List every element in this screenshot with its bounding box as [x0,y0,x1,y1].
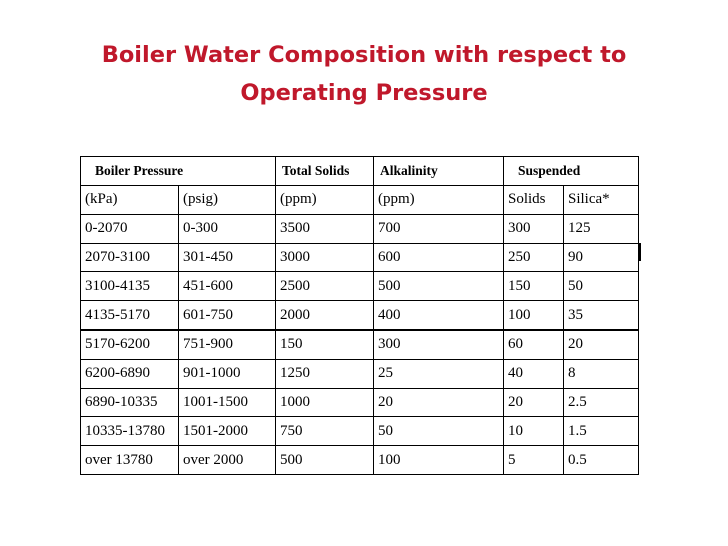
cell-kpa: 0-2070 [81,214,179,243]
cell-psig: 0-300 [179,214,276,243]
cell-total-solids: 750 [276,417,374,446]
cell-silica: 8 [564,359,639,388]
cell-solids: 300 [504,214,564,243]
cell-psig: 1501-2000 [179,417,276,446]
group-header-row [81,157,639,186]
header-boiler-pressure: Boiler Pressure [81,157,276,186]
cell-psig: over 2000 [179,446,276,475]
cell-alkalinity: 20 [374,388,504,417]
cell-total-solids: 150 [276,330,374,359]
unit-alkalinity: (ppm) [374,186,504,215]
cell-total-solids: 2000 [276,301,374,330]
cell-silica: 35 [564,301,639,330]
cell-silica: 2.5 [564,388,639,417]
cell-kpa: 6890-10335 [81,388,179,417]
cell-alkalinity: 600 [374,243,504,272]
cell-total-solids: 2500 [276,272,374,301]
table-row [81,243,639,272]
vertical-mark [639,243,641,261]
unit-total-solids: (ppm) [276,186,374,215]
cell-solids: 40 [504,359,564,388]
cell-total-solids: 1000 [276,388,374,417]
cell-solids: 20 [504,388,564,417]
page-title [40,36,688,112]
cell-silica: 0.5 [564,446,639,475]
cell-alkalinity: 25 [374,359,504,388]
unit-header-row [81,186,639,215]
cell-solids: 60 [504,330,564,359]
cell-alkalinity: 700 [374,214,504,243]
cell-psig: 451-600 [179,272,276,301]
cell-psig: 301-450 [179,243,276,272]
table-row [81,330,639,359]
table-row [81,417,639,446]
cell-psig: 1001-1500 [179,388,276,417]
boiler-water-table [80,156,639,475]
table-row [81,301,639,330]
cell-solids: 100 [504,301,564,330]
cell-total-solids: 500 [276,446,374,475]
unit-solids: Solids [504,186,564,215]
unit-silica: Silica* [564,186,639,215]
cell-kpa: 5170-6200 [81,330,179,359]
cell-alkalinity: 300 [374,330,504,359]
cell-psig: 751-900 [179,330,276,359]
cell-kpa: over 13780 [81,446,179,475]
cell-solids: 150 [504,272,564,301]
header-suspended: Suspended [504,157,639,186]
cell-total-solids: 1250 [276,359,374,388]
cell-alkalinity: 500 [374,272,504,301]
cell-kpa: 10335-13780 [81,417,179,446]
header-alkalinity: Alkalinity [374,157,504,186]
cell-silica: 1.5 [564,417,639,446]
cell-silica: 20 [564,330,639,359]
cell-alkalinity: 400 [374,301,504,330]
cell-kpa: 6200-6890 [81,359,179,388]
cell-psig: 601-750 [179,301,276,330]
cell-alkalinity: 50 [374,417,504,446]
cell-kpa: 2070-3100 [81,243,179,272]
cell-silica: 50 [564,272,639,301]
cell-solids: 5 [504,446,564,475]
table-row [81,446,639,475]
cell-solids: 10 [504,417,564,446]
cell-total-solids: 3500 [276,214,374,243]
cell-kpa: 3100-4135 [81,272,179,301]
title-line-2: Operating Pressure [240,80,488,106]
cell-alkalinity: 100 [374,446,504,475]
cell-total-solids: 3000 [276,243,374,272]
table-row [81,272,639,301]
cell-silica: 90 [564,243,639,272]
title-line-1: Boiler Water Composition with respect to [101,42,627,68]
table-row [81,388,639,417]
unit-psig: (psig) [179,186,276,215]
table-row [81,359,639,388]
table-row [81,214,639,243]
header-total-solids: Total Solids [276,157,374,186]
cell-solids: 250 [504,243,564,272]
cell-psig: 901-1000 [179,359,276,388]
cell-kpa: 4135-5170 [81,301,179,330]
cell-silica: 125 [564,214,639,243]
unit-kpa: (kPa) [81,186,179,215]
